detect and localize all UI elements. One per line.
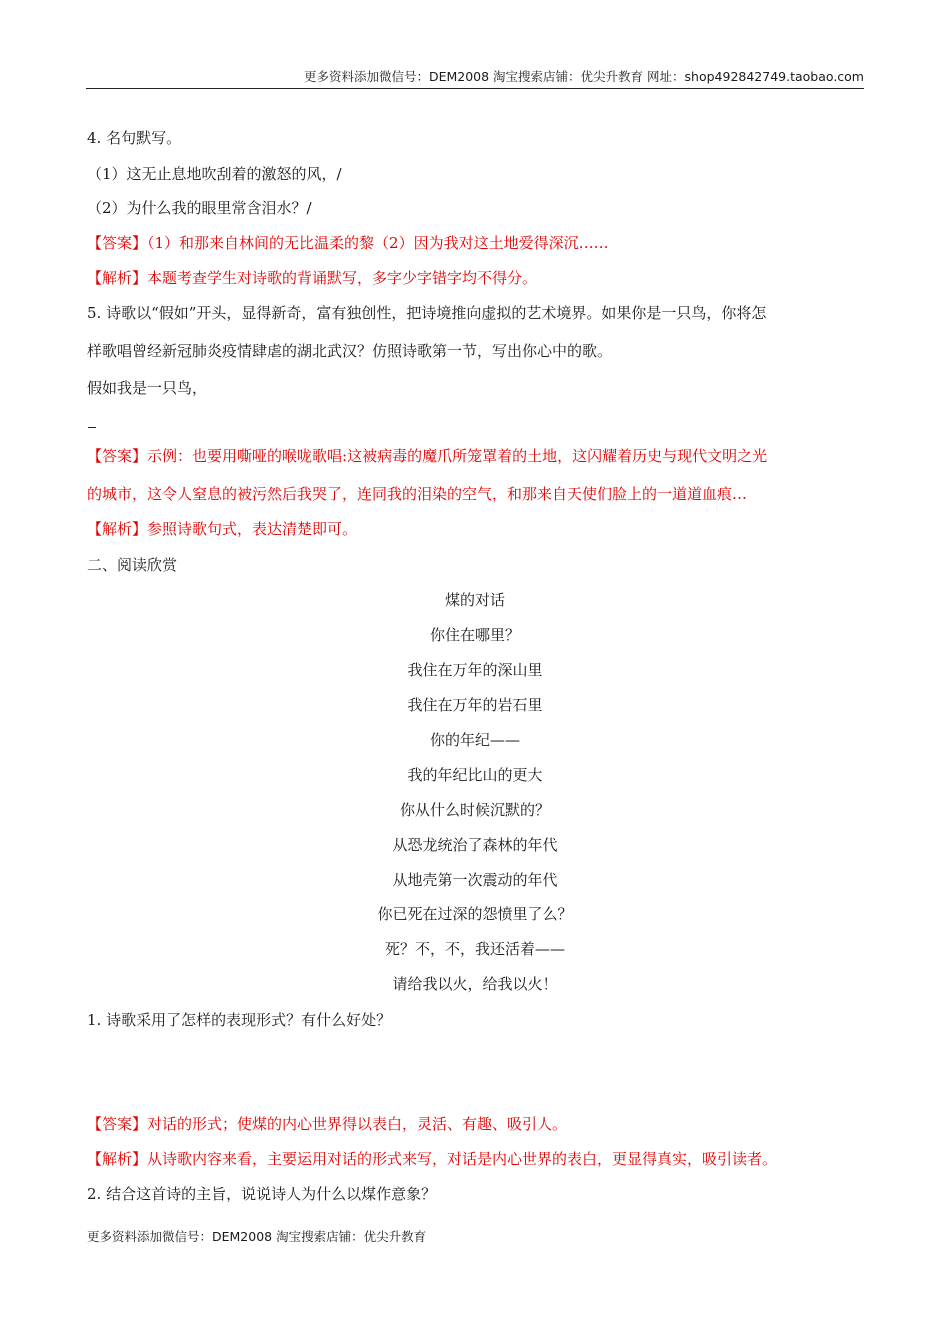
- analysis-tag: 【解析】: [87, 520, 148, 538]
- analysis-text: 从诗歌内容来看，主要运用对话的形式来写，对话是内心世界的表白，更显得真实，吸引读者。: [147, 1150, 778, 1168]
- answer-text: 示例：也要用嘶哑的喉咙歌唱:这被病毒的魔爪所笼罩着的土地，这闪耀着历史与现代文明之光: [147, 447, 768, 465]
- section-2-title: 二、阅读欣赏: [87, 556, 178, 574]
- answer-text: 对话的形式；使煤的内心世界得以表白，灵活、有趣、吸引人。: [147, 1115, 568, 1133]
- page-header: [86, 68, 864, 89]
- analysis-tag: 【解析】: [87, 269, 148, 287]
- q5-answer-line-1: [87, 446, 867, 466]
- text-cursor: [88, 427, 96, 428]
- q5-text-line-2: 样歌唱曾经新冠肺炎疫情肆虐的湖北武汉？仿照诗歌第一节，写出你心中的歌。: [87, 342, 613, 360]
- poem-line: 从恐龙统治了森林的年代: [392, 836, 558, 854]
- answer-tag: 【答案】: [87, 1115, 148, 1133]
- poem-line: 我住在万年的深山里: [407, 661, 543, 679]
- poem-line: 死？不，不，我还活着——: [384, 940, 565, 958]
- q4-item-1: （1）这无止息地吹刮着的激怒的风，/: [87, 165, 342, 183]
- answer-tag: 【答案】: [87, 447, 148, 465]
- q5-answer-line-2: 的城市，这令人窒息的被污然后我哭了，连同我的泪染的空气，和那来自天使们脸上的一道道血痕…: [87, 485, 748, 503]
- page-footer: 更多资料添加微信号：DEM2008 淘宝搜索店铺：优尖升教育: [87, 1229, 427, 1244]
- q5-text-line-1: 5. 诗歌以“假如”开头，显得新奇，富有独创性，把诗境推向虚拟的艺术境界。如果你是一只鸟，你将怎: [87, 304, 767, 322]
- q4-item-2: （2）为什么我的眼里常含泪水？/: [87, 199, 312, 217]
- q5-analysis: [87, 519, 867, 539]
- q4-title: 4. 名句默写。: [87, 129, 182, 147]
- r1-answer: [87, 1114, 867, 1134]
- r2-question: 2. 结合这首诗的主旨，说说诗人为什么以煤作意象？: [87, 1185, 437, 1203]
- poem-line: 请给我以火，给我以火！: [392, 975, 558, 993]
- r1-question: 1. 诗歌采用了怎样的表现形式？有什么好处？: [87, 1011, 392, 1029]
- answer-tag: 【答案】: [87, 234, 148, 252]
- q5-prompt: 假如我是一只鸟，: [87, 379, 208, 397]
- poem-line: 我的年纪比山的更大: [407, 766, 543, 784]
- analysis-text: 本题考查学生对诗歌的背诵默写，多字少字错字均不得分。: [147, 269, 538, 287]
- poem-line: 你的年纪——: [429, 731, 520, 749]
- answer-text: （1）和那来自林间的无比温柔的黎（2）因为我对这土地爱得深沉……: [147, 234, 609, 252]
- analysis-text: 参照诗歌句式，表达清楚即可。: [147, 520, 358, 538]
- poem-line: 你住在哪里？: [429, 626, 520, 644]
- poem-line: 你从什么时候沉默的？: [399, 801, 550, 819]
- analysis-tag: 【解析】: [87, 1150, 148, 1168]
- header-text: 更多资料添加微信号：DEM2008 淘宝搜索店铺：优尖升教育 网址：shop492842749.taobao.com: [303, 69, 864, 84]
- poem-line: 我住在万年的岩石里: [407, 696, 543, 714]
- q4-answer: [87, 233, 867, 253]
- poem-title: 煤的对话: [444, 591, 505, 609]
- q4-analysis: [87, 268, 867, 288]
- poem-line: 你已死在过深的怨愤里了么？: [377, 905, 573, 923]
- r1-analysis: [87, 1149, 867, 1169]
- poem-line: 从地壳第一次震动的年代: [392, 871, 558, 889]
